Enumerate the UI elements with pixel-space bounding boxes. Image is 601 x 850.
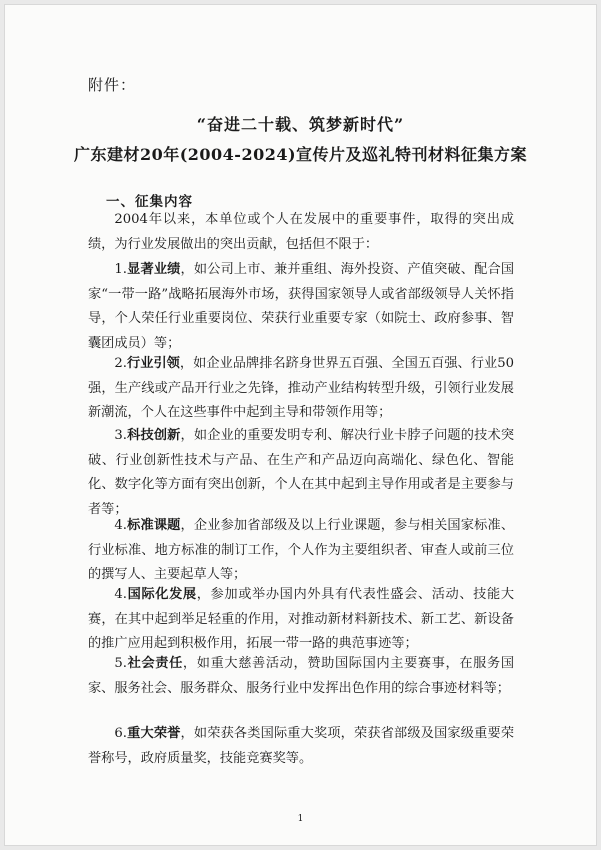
list-item	[88, 583, 514, 657]
item-number: 4.	[114, 587, 127, 602]
section-heading: 一、征集内容	[106, 194, 193, 210]
item-title: 标准课题	[126, 518, 181, 533]
document-title-line1: “奋进二十载、筑梦新时代”	[196, 115, 405, 134]
document-title-line2: 广东建材20年(2004-2024)宣传片及巡礼特刊材料征集方案	[73, 145, 528, 164]
item-number: 4.	[114, 518, 127, 533]
list-item	[88, 722, 514, 771]
item-body: ，如企业的重要发明专利、解决行业卡脖子问题的技术突破、行业创新性技术与产品、在生产和产品迈向高端化、绿色化、智能化、数字化等方面有突出创新，个人在其中起到主导作用或者是主要参与者等；	[88, 428, 515, 517]
item-body: ，如企业品牌排名跻身世界五百强、全国五百强、行业50强，生产线或产品开行业之先锋，推动产业结构转型升级，引领行业发展新潮流，个人在这些事件中起到主导和带领作用等；	[88, 356, 514, 420]
intro-paragraph: 2004年以来，本单位或个人在发展中的重要事件，取得的突出成绩，为行业发展做出的突出贡献，包括但不限于：	[88, 212, 514, 252]
list-item	[88, 652, 514, 701]
item-title: 行业引领	[126, 356, 180, 371]
item-body: ，如荣获各类国际重大奖项，荣获省部级及国家级重要荣誉称号，政府质量奖，技能竞赛奖等。	[88, 726, 515, 766]
item-number: 3.	[114, 428, 127, 443]
item-title: 国际化发展	[126, 587, 197, 602]
item-body: ，如重大慈善活动，赞助国际国内主要赛事，在服务国家、服务社会、服务群众、服务行业中发挥出色作用的综合事迹材料等；	[88, 656, 515, 696]
item-title: 显著业绩	[126, 262, 181, 277]
list-item	[88, 424, 514, 522]
item-title: 社会责任	[126, 656, 183, 671]
attachment-label: 附件：	[88, 76, 137, 94]
item-body: ，参加或举办国内外具有代表性盛会、活动、技能大赛，在其中起到举足轻重的作用，对推动新材料新技术、新工艺、新设备的推广应用起到积极作用，拓展一带一路的典范事迹等；	[88, 587, 515, 651]
item-number: 6.	[114, 726, 127, 741]
item-number: 5.	[114, 656, 127, 671]
list-item	[88, 514, 514, 588]
item-body: ，企业参加省部级及以上行业课题，参与相关国家标准、行业标准、地方标准的制订工作，个人作为主要组织者、审查人或前三位的撰写人、主要起草人等；	[88, 518, 515, 582]
list-item	[88, 352, 514, 426]
item-number: 1.	[114, 262, 127, 277]
item-body: ，如公司上市、兼并重组、海外投资、产值突破、配合国家“一带一路”战略拓展海外市场，获得国家领导人或省部级领导人关怀指导，个人荣任行业重要岗位、荣获行业重要专家（如院士、政府参事、智囊团成员）等；	[88, 262, 515, 351]
page-number: 1	[297, 814, 304, 824]
item-title: 重大荣誉	[126, 726, 181, 741]
item-number: 2.	[114, 356, 127, 371]
list-item	[88, 258, 514, 356]
item-title: 科技创新	[126, 428, 181, 443]
